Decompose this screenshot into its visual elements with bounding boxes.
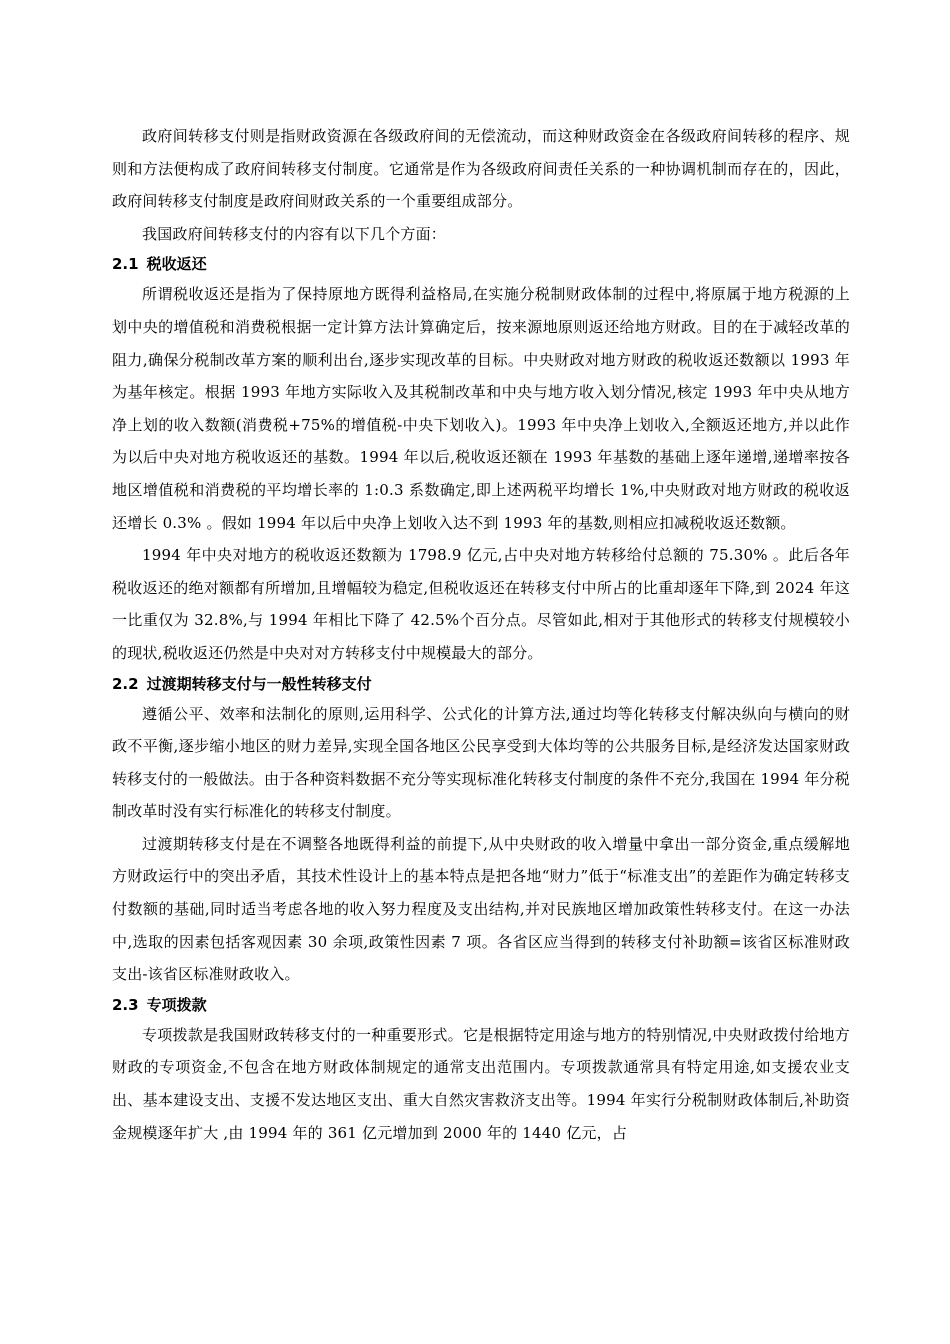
intro-paragraph-2: 我国政府间转移支付的内容有以下几个方面： bbox=[142, 224, 447, 243]
section-title: 税收返还 bbox=[146, 255, 207, 274]
intro-paragraph-1: 政府间转移支付则是指财政资源在各级政府间的无偿流动，而这种财政资金在各级政府间转移的程序、规则和方法便构成了政府间转移支付制度。它通常是作为各级政府间责任关系的一种协调机制而存在的，因此，政府间转移支付制度是政府间财政关系的一个重要组成部分。 bbox=[112, 127, 850, 211]
section-2-2-paragraph-1: 遵循公平、效率和法制化的原则,运用科学、公式化的计算方法,通过均等化转移支付解决纵向与横向的财政不平衡,逐步缩小地区的财力差异,实现全国各地区公民享受到大体均等的公共服务目标,是经济发达国家财政转移支付的一般做法。由于各种资料数据不充分等实现标准化转移支付制度的条件不充分,我国在 1994 年分税制改革时没有实行标准化的转移支付制度。 bbox=[112, 704, 850, 821]
section-2-2-paragraph-2: 过渡期转移支付是在不调整各地既得利益的前提下,从中央财政的收入增量中拿出一部分资金,重点缓解地方财政运行中的突出矛盾，其技术性设计上的基本特点是把各地“财力”低于“标准支出”的差距作为确定转移支付数额的基础,同时适当考虑各地的收入努力程度及支出结构,并对民族地区增加政策性转移支付。在这一办法中,选取的因素包括客观因素 30 余项,政策性因素 7 项。各省区应当得到的转移支付补助额=该省区标准财政支出-该省区标准财政收入。 bbox=[112, 834, 850, 984]
section-heading-2-3 bbox=[112, 991, 850, 1019]
section-title: 过渡期转移支付与一般性转移支付 bbox=[146, 674, 372, 693]
section-2-1-paragraph-2: 1994 年中央对地方的税收返还数额为 1798.9 亿元,占中央对地方转移给付总额的 75.30% 。此后各年税收返还的绝对额都有所增加,且增幅较为稳定,但税收返还在转移支付中所占的比重却逐年下降,到 2024 年这一比重仅为 32.8%,与 1994 年相比下降了 42.5%个百分点。尽管如此,相对于其他形式的转移支付规模较小的现状,税收返还仍然是中央对对方转移支付中规模最大的部分。 bbox=[112, 546, 850, 662]
section-heading-2-2 bbox=[112, 670, 850, 698]
section-number: 2.3 bbox=[112, 995, 139, 1014]
section-2-1-paragraph-1: 所谓税收返还是指为了保持原地方既得利益格局,在实施分税制财政体制的过程中,将原属于地方税源的上划中央的增值税和消费税根据一定计算方法计算确定后，按来源地原则返还给地方财政。目的在于减轻改革的阻力,确保分税制改革方案的顺利出台,逐步实现改革的目标。中央财政对地方财政的税收返还数额以 1993 年为基年核定。根据 1993 年地方实际收入及其税制改革和中央与地方收入划分情况,核定 1993 年中央从地方净上划的收入数额(消费税+75%的增值税-中央下划收入)。1993 年中央净上划收入,全额返还地方,并以此作为以后中央对地方税收返还的基数。1994 年以后,税收返还额在 1993 年基数的基础上逐年递增,递增率按各地区增值税和消费税的平均增长率的 1:0.3 系数确定,即上述两税平均增长 1%,中央财政对地方财政的税收返还增长 0.3% 。假如 1994 年以后中央净上划收入达不到 1993 年的基数,则相应扣减税收返还数额。 bbox=[112, 285, 850, 532]
section-title: 专项拨款 bbox=[146, 995, 207, 1014]
section-2-3-paragraph-1: 专项拨款是我国财政转移支付的一种重要形式。它是根据特定用途与地方的特别情况,中央财政拨付给地方财政的专项资金,不包含在地方财政体制规定的通常支出范围内。专项拨款通常具有特定用途,如支援农业支出、基本建设支出、支援不发达地区支出、重大自然灾害救济支出等。1994 年实行分税制财政体制后,补助资金规模逐年扩大 ,由 1994 年的 361 亿元增加到 2000 年的 1440 亿元，占 bbox=[112, 1025, 850, 1142]
document-body bbox=[112, 120, 850, 1149]
section-number: 2.1 bbox=[112, 255, 139, 274]
section-number: 2.2 bbox=[112, 674, 139, 693]
section-heading-2-1 bbox=[112, 250, 850, 278]
